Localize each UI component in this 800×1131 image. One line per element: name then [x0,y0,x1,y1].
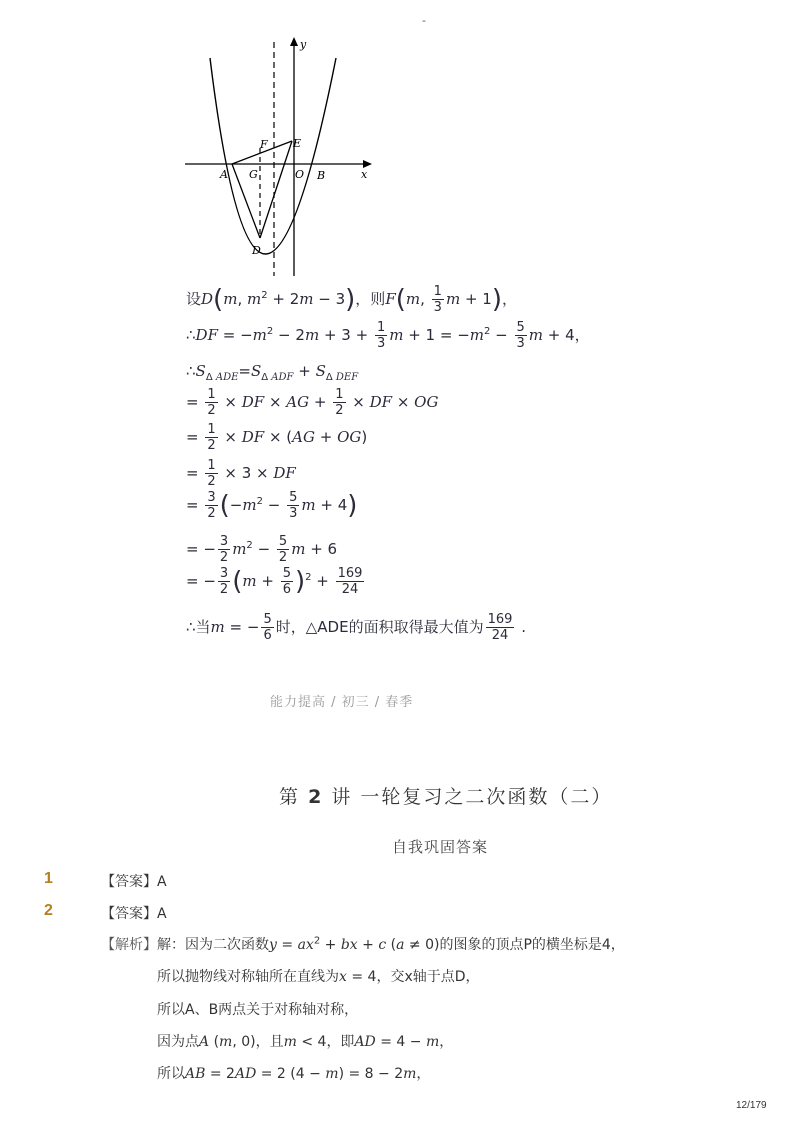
solution-line-2: ∴DF = $-m^2 - 2m + 3$ + $\frac{1}{3}$ $m + 1 = -m^2$ − $\frac{5}{3}$ m + 4， [186,320,590,351]
page-number: 12/179 [736,1100,767,1111]
section-subtitle: 自我巩固答案 [392,838,489,856]
analysis-line-2: 所以抛物线对称轴所在直线为x = 4，交x轴于点D， [157,969,480,985]
x-axis-arrow [363,160,372,168]
y-axis-arrow [290,37,298,46]
solution-line-5: = $\frac{1}{2}$ × DF × (AG + OG) [186,422,368,453]
analysis-line-3: 所以A、B两点关于对称轴对称， [157,1002,359,1018]
analysis-line-1: 【解析】解：因为二次函数$y = ax^2$ + bx + c (a ≠ 0)的图象的顶点P的横坐标是4， [101,935,625,953]
label-x: x [361,168,368,181]
solution-line-10: ∴当m = − $\frac{5}{6}$ 时，△ADE的面积取得最大值为 $\frac{169}{24}$ . [186,612,526,643]
solution-line-8: = − $\frac{3}{2}$ $m^2$ − $\frac{5}{2}$ m + 6 [186,534,338,565]
label-f: F [260,138,268,151]
solution-line-4: = $\frac{1}{2}$ × DF × AG + $\frac{1}{2}$ × DF × OG [186,387,439,418]
solution-line-9: = − $\frac{3}{2}$ (m + $\frac{5}{6}$ )$^2$ + $\frac{169}{24}$ [186,566,363,597]
solution-line-1: 设D(m, $m^2 + 2m - 3$)，则F(m, $\frac{1}{3}$ m + 1)， [186,284,518,315]
question-number-2: 2 [44,902,53,919]
label-a: A [220,168,228,181]
segment-de [260,141,292,238]
question-number-1: 1 [44,870,53,887]
answer-2: 【答案】A [101,906,167,922]
label-b: B [317,169,326,182]
label-e: E [293,137,302,150]
analysis-line-5: 所以AB = 2AD = 2 (4 − m) = 8 − 2m， [157,1066,431,1082]
parabola-curve [210,58,336,254]
lecture-title: 第 2 讲 一轮复习之二次函数（二） [279,786,613,808]
label-o: O [295,168,305,181]
label-g: G [249,168,258,181]
answer-1: 【答案】A [101,874,167,890]
top-mark: - [422,14,426,27]
solution-line-7: = $\frac{3}{2}$ ($-m^2$ − $\frac{5}{3}$ m + 4) [186,490,358,521]
label-y: y [300,38,307,51]
parabola-figure [180,30,380,280]
solution-line-3: $\therefore S_{\Delta ADE}=S_{\Delta ADF} + S_{\Delta DEF}$ [186,362,359,383]
label-d: D [252,244,261,257]
breadcrumb: 能力提高 / 初三 / 春季 [270,695,414,710]
solution-line-6: = $\frac{1}{2}$ × 3 × DF [186,458,296,489]
analysis-line-4: 因为点A (m, 0)，且m < 4，即AD = 4 − m， [157,1034,454,1050]
